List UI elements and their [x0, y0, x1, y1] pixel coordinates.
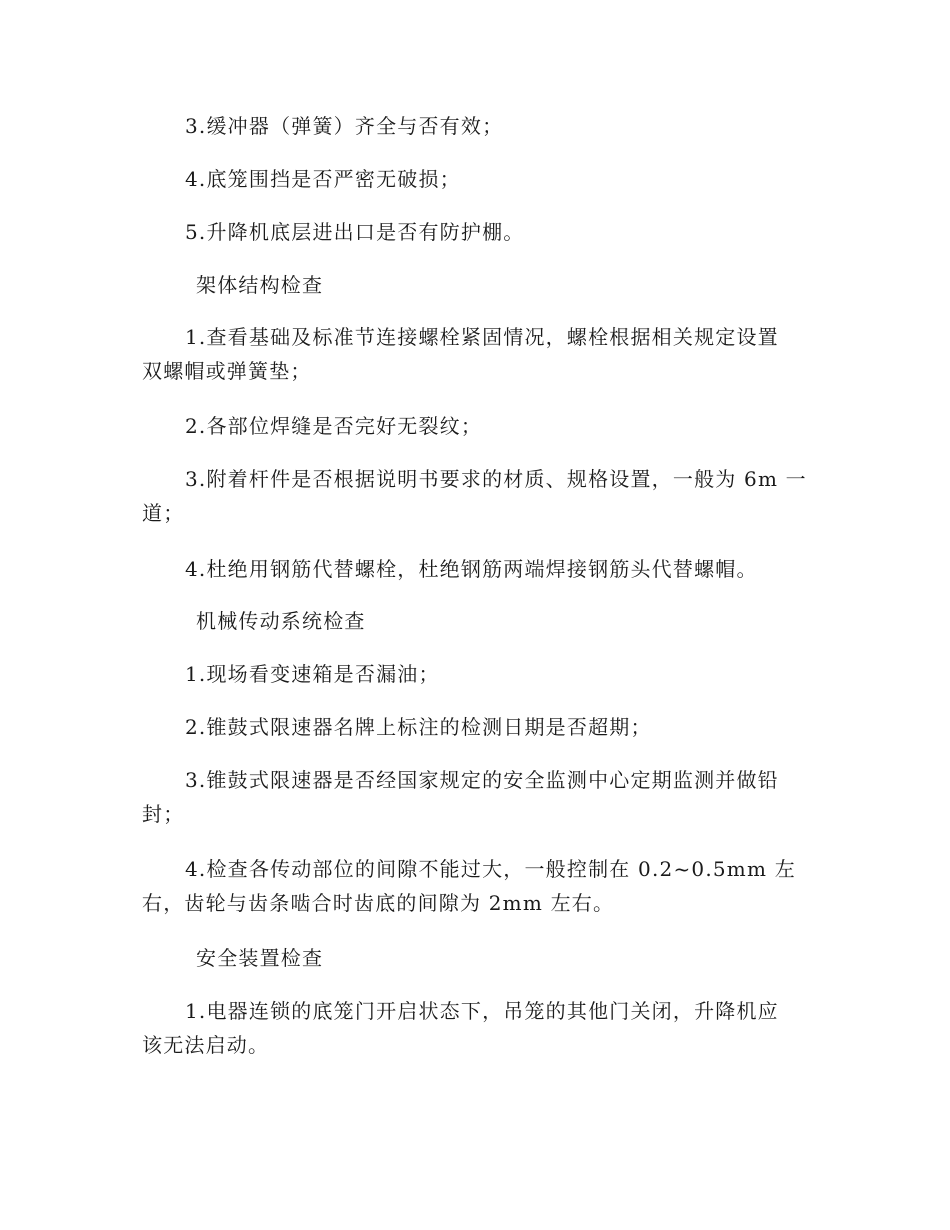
paragraph-limiter-date: [142, 710, 802, 744]
section-heading-safety-devices: 安全装置检查: [196, 946, 324, 970]
paragraph-no-rebar-bolts: [142, 552, 802, 586]
paragraph-line: 1.电器连锁的底笼门开启状态下，吊笼的其他门关闭，升降机应: [185, 999, 779, 1023]
paragraph-buffer-spring: [142, 109, 802, 143]
section-heading-mechanical-transmission: 机械传动系统检查: [196, 609, 366, 633]
paragraph-line: 3.缓冲器（弹簧）齐全与否有效；: [185, 114, 504, 138]
paragraph-protection-shed: [142, 215, 802, 249]
paragraph-line: 1.查看基础及标准节连接螺栓紧固情况，螺栓根据相关规定设置: [185, 325, 779, 349]
paragraph-line: 封；: [142, 802, 185, 826]
paragraph-line: 4.底笼围挡是否严密无破损；: [185, 167, 461, 191]
paragraph-line: 该无法启动。: [142, 1033, 270, 1057]
paragraph-transmission-clearance: [142, 852, 802, 920]
paragraph-cage-enclosure: [142, 162, 802, 196]
paragraph-line: 3.附着杆件是否根据说明书要求的材质、规格设置，一般为 6m 一: [185, 467, 807, 491]
paragraph-gearbox-leak: [142, 657, 802, 691]
paragraph-line: 2.锥鼓式限速器名牌上标注的检测日期是否超期；: [185, 715, 652, 739]
paragraph-line: 右，齿轮与齿条啮合时齿底的间隙为 2mm 左右。: [142, 891, 615, 915]
paragraph-line: 2.各部位焊缝是否完好无裂纹；: [185, 414, 483, 438]
paragraph-limiter-inspection: [142, 763, 802, 831]
paragraph-line: 道；: [142, 501, 185, 525]
paragraph-line: 3.锥鼓式限速器是否经国家规定的安全监测中心定期监测并做铅: [185, 768, 779, 792]
paragraph-welds: [142, 409, 802, 443]
paragraph-line: 双螺帽或弹簧垫；: [142, 359, 312, 383]
paragraph-door-interlock: [142, 994, 802, 1062]
paragraph-bolt-fastening: [142, 320, 802, 388]
paragraph-line: 1.现场看变速箱是否漏油；: [185, 662, 440, 686]
paragraph-line: 4.杜绝用钢筋代替螺栓，杜绝钢筋两端焊接钢筋头代替螺帽。: [185, 557, 758, 581]
section-heading-frame-structure: 架体结构检查: [196, 273, 324, 297]
paragraph-attachment-rods: [142, 462, 807, 530]
paragraph-line: 5.升降机底层进出口是否有防护棚。: [185, 220, 525, 244]
paragraph-line: 4.检查各传动部位的间隙不能过大，一般控制在 0.2~0.5mm 左: [185, 857, 796, 881]
